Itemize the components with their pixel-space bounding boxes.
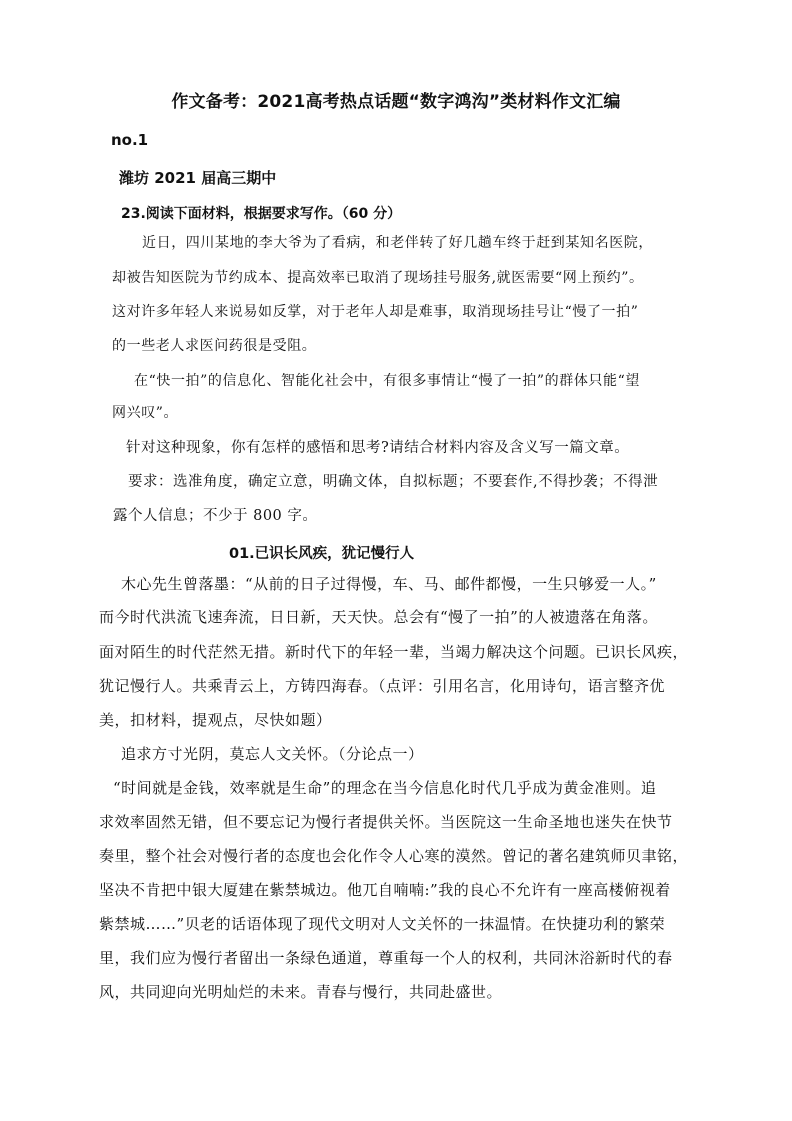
material-line: 这对许多年轻人来说易如反掌，对于老年人却是难事，取消现场挂号让“慢了一拍”	[112, 304, 639, 320]
material-line: 的一些老人求医问药很是受阻。	[112, 338, 317, 354]
essay-line: “时间就是金钱，效率就是生命”的理念在当今信息化时代几乎成为黄金准则。追	[113, 779, 657, 797]
essay-line: 面对陌生的时代茫然无措。新时代下的年轻一辈，当竭力解决这个问题。已识长风疾，	[99, 643, 689, 661]
essay-line: 奏里，整个社会对慢行者的态度也会化作令人心寒的漠然。曾记的著名建筑师贝聿铭，	[99, 847, 689, 865]
material-line: 在“快一拍”的信息化、智能化社会中，有很多事情让“慢了一拍”的群体只能“望	[134, 373, 640, 389]
essay-line: 求效率固然无错，但不要忘记为慢行者提供关怀。当医院这一生命圣地也迷失在快节	[99, 813, 673, 831]
essay-line: 紫禁城……”贝老的话语体现了现代文明对人文关怀的一抹温情。在快捷功利的繁荣	[99, 915, 666, 933]
material-line: 却被告知医院为节约成本、提高效率已取消了现场挂号服务,就医需要“网上预约”。	[112, 270, 644, 286]
essay-line: 美，扣材料，提观点，尽快如题）	[99, 711, 332, 729]
source-label: 潍坊 2021 届高三期中	[119, 169, 277, 187]
essay-line: 而今时代洪流飞速奔流，日日新，天天快。总会有“慢了一拍”的人被遗落在角落。	[99, 608, 658, 626]
essay-line: 犹记慢行人。共乘青云上，方铸四海春。（点评：引用名言，化用诗句，语言整齐优	[99, 677, 666, 695]
essay-line: 坚决不肯把中银大厦建在紫禁城边。他兀自喃喃:”我的良心不允许有一座高楼俯视着	[99, 881, 671, 899]
essay-line: 木心先生曾落墨：“从前的日子过得慢，车、马、邮件都慢，一生只够爱一人。”	[121, 575, 657, 593]
requirement-line: 要求：选准角度，确定立意，明确文体，自拟标题；不要套作,不得抄袭；不得泄	[128, 474, 659, 490]
requirement-line: 露个人信息；不少于 800 字。	[113, 508, 318, 524]
material-line: 近日，四川某地的李大爷为了看病，和老伴转了好几趟车终于赶到某知名医院，	[142, 235, 653, 251]
essay-line: 里，我们应为慢行者留出一条绿色通道，尊重每一个人的权利，共同沐浴新时代的春	[99, 949, 673, 967]
essay-line: 风，共同迎向光明灿烂的未来。青春与慢行，共同赴盛世。	[99, 983, 503, 1001]
prompt-line: 针对这种现象，你有怎样的感悟和思考?请结合材料内容及含义写一篇文章。	[126, 440, 630, 456]
essay-title: 01.已识长风疾，犹记慢行人	[229, 546, 415, 562]
document-title: 作文备考：2021高考热点话题“数字鸿沟”类材料作文汇编	[171, 92, 621, 112]
question-heading: 23.阅读下面材料，根据要求写作。（60 分）	[121, 206, 402, 222]
section-number: no.1	[111, 131, 149, 149]
essay-line: 追求方寸光阴，莫忘人文关怀。（分论点一）	[121, 745, 424, 763]
material-line: 网兴叹”。	[112, 405, 179, 421]
